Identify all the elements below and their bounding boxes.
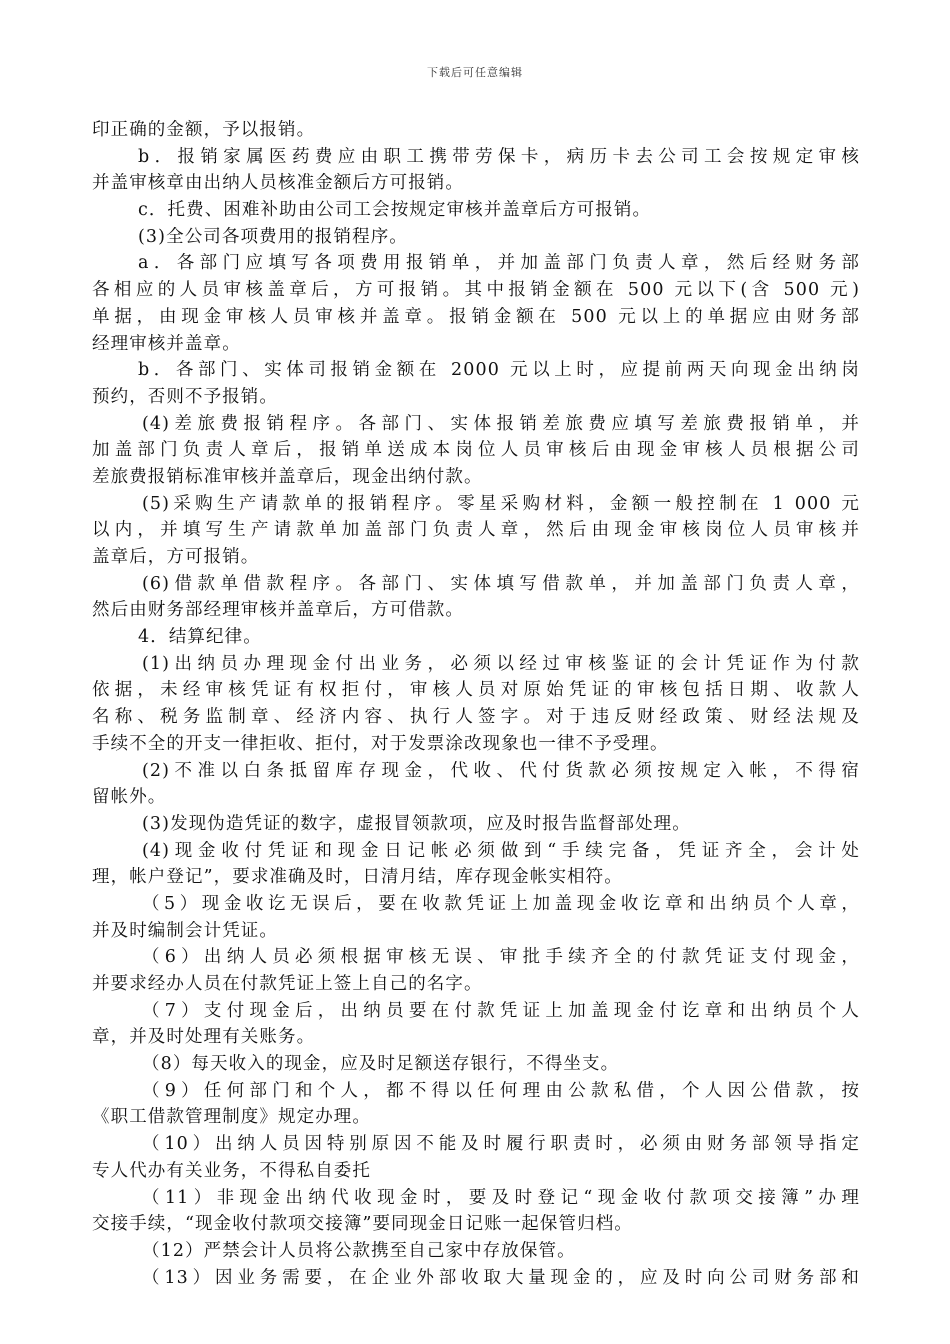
text-line: 交接手续，“现金收付款项交接簿”要同现金日记账一起保管归档。 [92, 1214, 633, 1235]
text-line: (2)不准以白条抵留库存现金，代收、代付货款必须按规定入帐，不得宿 [142, 760, 860, 781]
text-line: 依据，未经审核凭证有权拒付，审核人员对原始凭证的审核包括日期、收款人 [92, 680, 860, 701]
text-line: 各相应的人员审核盖章后，方可报销。其中报销金额在 500 元以下(含 500 元) [92, 280, 860, 301]
text-line: （9）任何部门和个人，都不得以任何理由公款私借，个人因公借款，按 [142, 1080, 860, 1101]
text-line: （7）支付现金后，出纳员要在付款凭证上加盖现金付讫章和出纳员个人 [142, 1000, 860, 1021]
text-line: 名称、税务监制章、经济内容、执行人签字。对于违反财经政策、财经法规及 [92, 707, 860, 728]
text-line: 以内，并填写生产请款单加盖部门负责人章，然后由现金审核岗位人员审核并 [92, 520, 860, 541]
text-line: 章，并及时处理有关账务。 [92, 1027, 316, 1048]
text-line: 4．结算纪律。 [138, 627, 262, 648]
text-line: (3)全公司各项费用的报销程序。 [138, 226, 408, 247]
text-line: （5）现金收讫无误后，要在收款凭证上加盖现金收讫章和出纳员个人章， [142, 893, 860, 914]
page-header: 下载后可任意编辑 [427, 66, 523, 79]
text-line: a．各部门应填写各项费用报销单，并加盖部门负责人章，然后经财务部 [138, 253, 860, 274]
text-line: （12）严禁会计人员将公款携至自己家中存放保管。 [142, 1240, 576, 1261]
text-line: 并要求经办人员在付款凭证上签上自己的名字。 [92, 974, 483, 994]
text-line: (5)采购生产请款单的报销程序。零星采购材料，金额一般控制在 1 000 元 [142, 493, 860, 514]
text-line: 经理审核并盖章。 [92, 333, 241, 354]
text-line: （8）每天收入的现金，应及时足额送存银行，不得坐支。 [142, 1054, 620, 1075]
text-line: (6)借款单借款程序。各部门、实体填写借款单，并加盖部门负责人章， [142, 573, 860, 594]
text-line: 留帐外。 [92, 787, 167, 808]
text-line: (3)发现伪造凭证的数字，虚报冒领款项，应及时报告监督部处理。 [142, 813, 691, 834]
text-line: 单据，由现金审核人员审核并盖章。报销金额在 500 元以上的单据应由财务部 [92, 306, 860, 327]
text-line: 加盖部门负责人章后，报销单送成本岗位人员审核后由现金审核人员根据公司 [92, 440, 860, 461]
text-line: （13）因业务需要，在企业外部收取大量现金的，应及时向公司财务部和 [142, 1267, 860, 1288]
text-line: 理，帐户登记”，要求准确及时，日清月结，库存现金帐实相符。 [92, 867, 623, 888]
text-line: (4)现金收付凭证和现金日记帐必须做到“手续完备，凭证齐全，会计处 [142, 840, 860, 861]
text-line: (4)差旅费报销程序。各部门、实体报销差旅费应填写差旅费报销单，并 [142, 413, 860, 434]
text-line: 并及时编制会计凭证。 [92, 920, 278, 941]
text-line: 印正确的金额，予以报销。 [92, 120, 316, 140]
text-line: (1)出纳员办理现金付出业务，必须以经过审核鉴证的会计凭证作为付款 [142, 653, 860, 674]
text-line: （11）非现金出纳代收现金时，要及时登记“现金收付款项交接簿”办理 [142, 1187, 860, 1208]
text-line: 然后由财务部经理审核并盖章后，方可借款。 [92, 600, 464, 621]
text-line: 《职工借款管理制度》规定办理。 [92, 1107, 371, 1128]
text-line: 预约，否则不予报销。 [92, 386, 278, 407]
text-line: （10）出纳人员因特别原因不能及时履行职责时，必须由财务部领导指定 [142, 1134, 860, 1155]
text-line: b．报销家属医药费应由职工携带劳保卡，病历卡去公司工会按规定审核 [138, 146, 860, 167]
document-body [92, 117, 860, 1291]
text-line: c．托费、困难补助由公司工会按规定审核并盖章后方可报销。 [138, 200, 652, 221]
text-line: 专人代办有关业务，不得私自委托 [92, 1160, 371, 1181]
text-line: 并盖审核章由出纳人员核准金额后方可报销。 [92, 173, 464, 194]
text-line: 手续不全的开支一律拒收、拒付，对于发票涂改现象也一律不予受理。 [92, 733, 669, 754]
text-line: 差旅费报销标准审核并盖章后，现金出纳付款。 [92, 466, 483, 487]
text-line: 盖章后，方可报销。 [92, 547, 260, 567]
text-line: （6）出纳人员必须根据审核无误、审批手续齐全的付款凭证支付现金， [142, 947, 860, 968]
text-line: b．各部门、实体司报销金额在 2000 元以上时，应提前两天向现金出纳岗 [138, 360, 860, 381]
